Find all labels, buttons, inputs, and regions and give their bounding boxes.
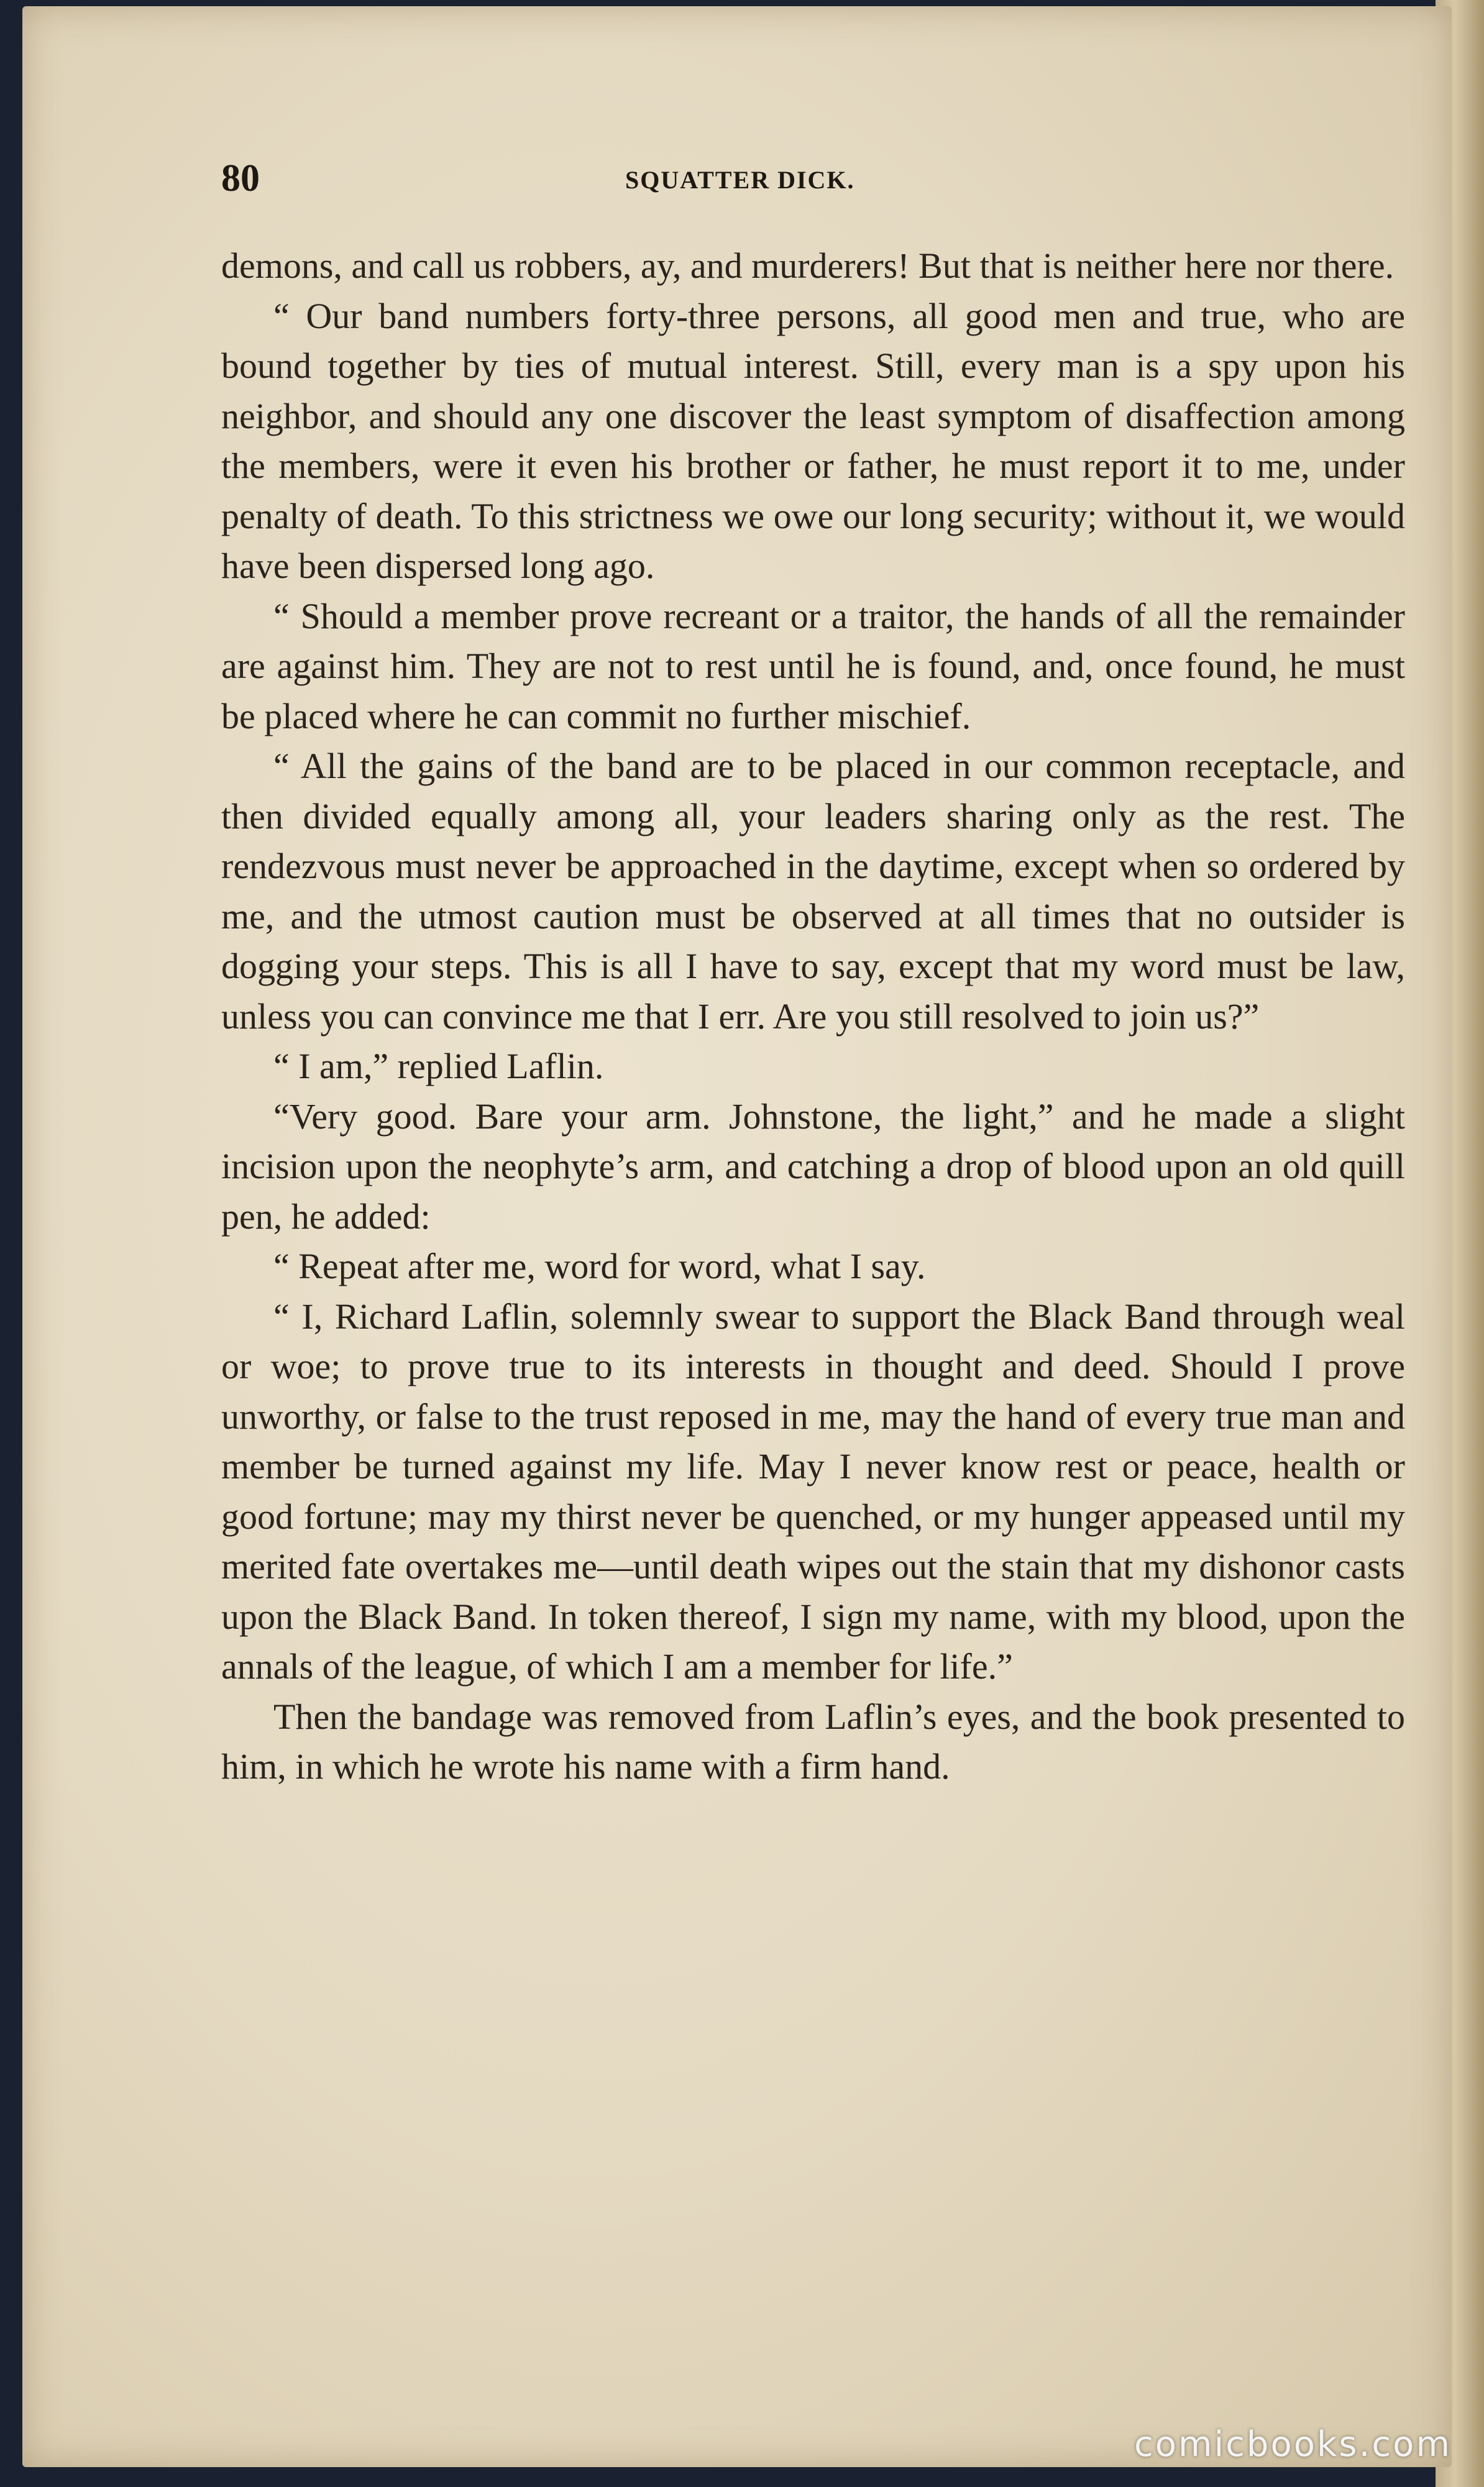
paragraph-1: demons, and call us robbers, ay, and murderers! But that is neither here nor there. [221, 245, 1395, 286]
paragraph-6: “Very good. Bare your arm. Johnstone, the light,” and he made a slight incision upon the neophyte’s arm, and catching a drop of blood upon an old quill pen, he added: [221, 1096, 1405, 1237]
paragraph-8: “ I, Richard Laflin, solemnly swear to support the Black Band through weal or woe; to prove true to its interests in thought and deed. Should I prove unworthy, or false to the trust reposed in me, may the hand of every true man and member be turned against my life. May I never know rest or peace, health or good fortune; may my thirst never be quenched, or my hunger appeased until my merited fate overtakes me—until death wipes out the stain that my dishonor casts upon the Black Band. In token thereof, I sign my name, with my blood, upon the annals of the league, of which I am a member for life.” [221, 1296, 1405, 1687]
paragraph-2: “ Our band numbers forty-three persons, all good men and true, who are bound together by ties of mutual interest. Still, every man is a spy upon his neighbor, and should any one discover the least symptom of disaffection among the members, were it even his brother or father, he must report it to me, under penalty of death. To this strictness we owe our long security; without it, we would have been dispersed long ago. [221, 295, 1405, 586]
paragraph-5: “ I am,” replied Laflin. [273, 1046, 604, 1086]
page-body [221, 241, 1405, 1792]
site-watermark: comicbooks.com [1134, 2424, 1452, 2465]
page-number: 80 [221, 157, 260, 199]
page-header [221, 157, 1402, 200]
paragraph-7: “ Repeat after me, word for word, what I say. [273, 1246, 926, 1286]
paragraph-3: “ Should a member prove recreant or a traitor, the hands of all the remainder are against him. They are not to rest until he is found, and, once found, he must be placed where he can commit no further mischief. [221, 595, 1405, 736]
paragraph-9: Then the bandage was removed from Laflin’s eyes, and the book presented to him, in which he wrote his name with a firm hand. [221, 1696, 1405, 1787]
running-title: SQUATTER DICK. [625, 166, 855, 194]
paragraph-4: “ All the gains of the band are to be placed in our common receptacle, and then divided equally among all, your leaders sharing only as the rest. The rendezvous must never be approached in the daytime, except when so ordered by me, and the utmost caution must be observed at all times that no outsider is dogging your steps. This is all I have to say, except that my word must be law, unless you can convince me that I err. Are you still resolved to join us?” [221, 746, 1405, 1037]
